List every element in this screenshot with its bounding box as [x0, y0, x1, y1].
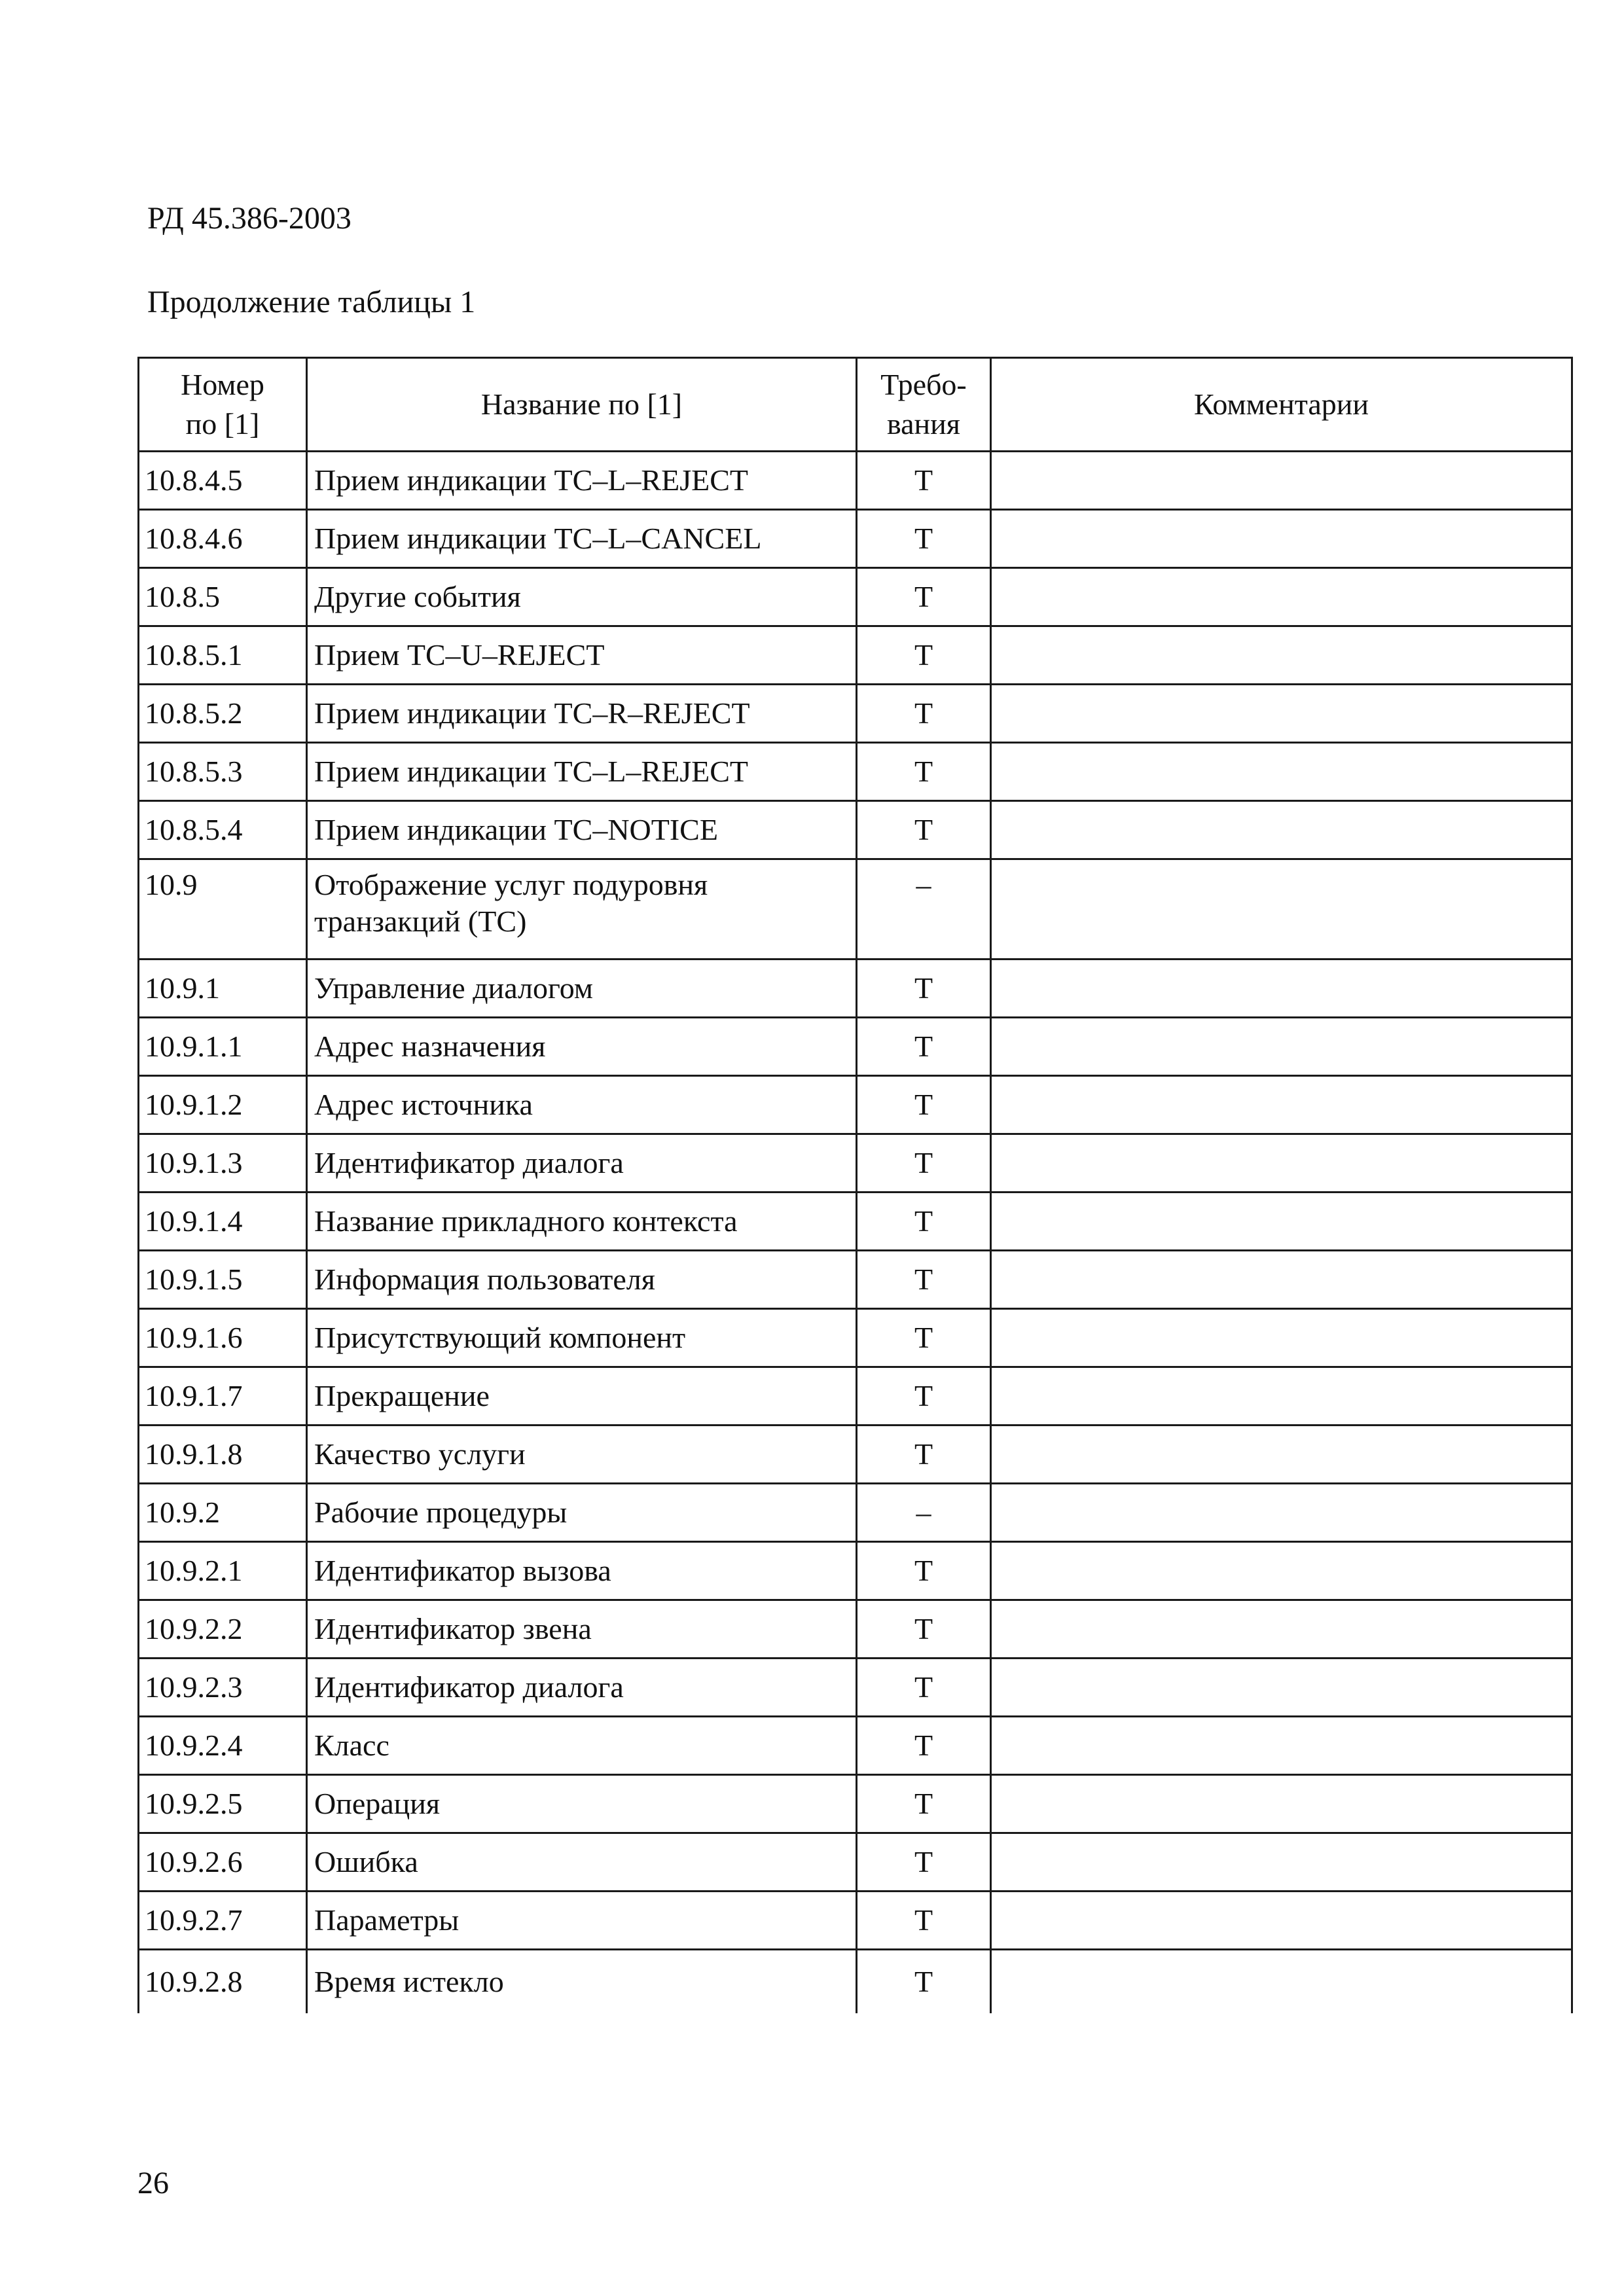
row-requirement: Т — [857, 1717, 991, 1775]
requirements-table — [137, 357, 1573, 2013]
table-row — [139, 743, 1572, 801]
row-requirement: Т — [857, 1251, 991, 1309]
header-number — [139, 358, 307, 452]
row-comment — [991, 1600, 1572, 1659]
header-row — [139, 358, 1572, 452]
row-name: Адрес назначения — [307, 1018, 857, 1076]
row-number: 10.8.4.6 — [139, 510, 307, 568]
table-row — [139, 1309, 1572, 1367]
row-name: Идентификатор диалога — [307, 1134, 857, 1193]
row-comment — [991, 685, 1572, 743]
table-row — [139, 1542, 1572, 1600]
row-name: Идентификатор звена — [307, 1600, 857, 1659]
row-number: 10.9.1.4 — [139, 1193, 307, 1251]
table-body — [139, 452, 1572, 2014]
row-name: Прекращение — [307, 1367, 857, 1426]
header-number-line1: Номер — [181, 368, 264, 401]
row-comment — [991, 1542, 1572, 1600]
row-number: 10.9.2.4 — [139, 1717, 307, 1775]
row-comment — [991, 1892, 1572, 1950]
table-row — [139, 859, 1572, 960]
row-requirement: Т — [857, 1193, 991, 1251]
row-requirement: Т — [857, 1950, 991, 2014]
row-requirement: Т — [857, 1309, 991, 1367]
header-requirements — [857, 358, 991, 452]
row-requirement: Т — [857, 1076, 991, 1134]
row-requirement: – — [857, 859, 991, 960]
row-name: Время истекло — [307, 1950, 857, 2014]
row-number: 10.9.2.7 — [139, 1892, 307, 1950]
row-comment — [991, 1134, 1572, 1193]
row-number: 10.9.2.8 — [139, 1950, 307, 2014]
row-name: Прием индикации TC–L–CANCEL — [307, 510, 857, 568]
row-number: 10.9.2.1 — [139, 1542, 307, 1600]
table-row — [139, 1251, 1572, 1309]
row-requirement: Т — [857, 452, 991, 510]
row-requirement: Т — [857, 1775, 991, 1833]
row-comment — [991, 568, 1572, 626]
header-requirements-line1: Требо- — [880, 368, 967, 401]
row-number: 10.8.5.3 — [139, 743, 307, 801]
document-code: РД 45.386-2003 — [147, 201, 352, 236]
row-number: 10.9.2.2 — [139, 1600, 307, 1659]
row-number: 10.8.5.2 — [139, 685, 307, 743]
row-comment — [991, 452, 1572, 510]
row-number: 10.9.2.3 — [139, 1659, 307, 1717]
row-requirement: Т — [857, 1833, 991, 1892]
row-name: Ошибка — [307, 1833, 857, 1892]
row-comment — [991, 960, 1572, 1018]
row-name — [307, 859, 857, 960]
table-row — [139, 685, 1572, 743]
row-number: 10.9 — [139, 859, 307, 960]
row-requirement: Т — [857, 801, 991, 859]
header-name: Название по [1] — [307, 358, 857, 452]
table-row — [139, 1484, 1572, 1542]
row-comment — [991, 1367, 1572, 1426]
row-name: Идентификатор вызова — [307, 1542, 857, 1600]
row-name: Параметры — [307, 1892, 857, 1950]
table-header — [139, 358, 1572, 452]
table-row — [139, 568, 1572, 626]
row-name: Операция — [307, 1775, 857, 1833]
row-number: 10.9.1.7 — [139, 1367, 307, 1426]
row-comment — [991, 1018, 1572, 1076]
row-comment — [991, 510, 1572, 568]
table-row — [139, 801, 1572, 859]
row-name: Рабочие процедуры — [307, 1484, 857, 1542]
row-number: 10.9.1.1 — [139, 1018, 307, 1076]
row-comment — [991, 801, 1572, 859]
row-comment — [991, 1659, 1572, 1717]
row-number: 10.9.2 — [139, 1484, 307, 1542]
row-comment — [991, 626, 1572, 685]
table-row — [139, 1018, 1572, 1076]
table-row — [139, 1076, 1572, 1134]
table-row — [139, 1717, 1572, 1775]
table-row — [139, 1775, 1572, 1833]
row-name-line2: транзакций (TC) — [314, 905, 527, 938]
row-comment — [991, 859, 1572, 960]
row-name: Прием индикации TC–NOTICE — [307, 801, 857, 859]
row-requirement: Т — [857, 510, 991, 568]
table-row — [139, 1892, 1572, 1950]
row-requirement: Т — [857, 626, 991, 685]
row-number: 10.9.1.5 — [139, 1251, 307, 1309]
table-row — [139, 1426, 1572, 1484]
row-name: Прием TC–U–REJECT — [307, 626, 857, 685]
table-row — [139, 1600, 1572, 1659]
row-number: 10.9.1.2 — [139, 1076, 307, 1134]
header-requirements-line2: вания — [887, 407, 960, 440]
row-name: Прием индикации TC–R–REJECT — [307, 685, 857, 743]
row-requirement: Т — [857, 1134, 991, 1193]
row-requirement: Т — [857, 1367, 991, 1426]
row-comment — [991, 1775, 1572, 1833]
row-requirement: Т — [857, 685, 991, 743]
table-caption: Продолжение таблицы 1 — [147, 285, 476, 319]
row-number: 10.9.1.3 — [139, 1134, 307, 1193]
row-name: Название прикладного контекста — [307, 1193, 857, 1251]
table-row — [139, 1134, 1572, 1193]
row-name: Прием индикации TC–L–REJECT — [307, 743, 857, 801]
row-number: 10.9.2.6 — [139, 1833, 307, 1892]
header-number-line2: по [1] — [185, 407, 260, 440]
header-comments: Комментарии — [991, 358, 1572, 452]
row-name: Присутствующий компонент — [307, 1309, 857, 1367]
table-row — [139, 1367, 1572, 1426]
table-row — [139, 1950, 1572, 2014]
row-number: 10.9.1.8 — [139, 1426, 307, 1484]
row-name: Информация пользователя — [307, 1251, 857, 1309]
row-number: 10.9.1 — [139, 960, 307, 1018]
row-requirement: Т — [857, 568, 991, 626]
page-number: 26 — [137, 2166, 169, 2200]
row-number: 10.8.5 — [139, 568, 307, 626]
row-comment — [991, 1717, 1572, 1775]
table-row — [139, 452, 1572, 510]
row-requirement: Т — [857, 1659, 991, 1717]
row-comment — [991, 1251, 1572, 1309]
row-comment — [991, 1484, 1572, 1542]
table-row — [139, 960, 1572, 1018]
row-name: Класс — [307, 1717, 857, 1775]
row-name: Управление диалогом — [307, 960, 857, 1018]
row-comment — [991, 1950, 1572, 2014]
row-name: Адрес источника — [307, 1076, 857, 1134]
row-name: Другие события — [307, 568, 857, 626]
row-requirement: Т — [857, 743, 991, 801]
row-comment — [991, 1426, 1572, 1484]
row-name-line1: Отображение услуг подуровня — [314, 868, 708, 901]
row-number: 10.9.1.6 — [139, 1309, 307, 1367]
row-comment — [991, 1076, 1572, 1134]
row-requirement: Т — [857, 1892, 991, 1950]
table-row — [139, 1193, 1572, 1251]
row-requirement: Т — [857, 1600, 991, 1659]
table-row — [139, 1659, 1572, 1717]
row-comment — [991, 1309, 1572, 1367]
row-comment — [991, 1193, 1572, 1251]
row-name: Прием индикации TC–L–REJECT — [307, 452, 857, 510]
row-requirement: – — [857, 1484, 991, 1542]
row-number: 10.8.5.1 — [139, 626, 307, 685]
row-requirement: Т — [857, 1426, 991, 1484]
row-comment — [991, 743, 1572, 801]
row-number: 10.9.2.5 — [139, 1775, 307, 1833]
row-requirement: Т — [857, 1018, 991, 1076]
row-number: 10.8.4.5 — [139, 452, 307, 510]
row-name: Качество услуги — [307, 1426, 857, 1484]
row-number: 10.8.5.4 — [139, 801, 307, 859]
row-name: Идентификатор диалога — [307, 1659, 857, 1717]
row-comment — [991, 1833, 1572, 1892]
row-requirement: Т — [857, 1542, 991, 1600]
table-row — [139, 1833, 1572, 1892]
table-row — [139, 510, 1572, 568]
table-row — [139, 626, 1572, 685]
row-requirement: Т — [857, 960, 991, 1018]
